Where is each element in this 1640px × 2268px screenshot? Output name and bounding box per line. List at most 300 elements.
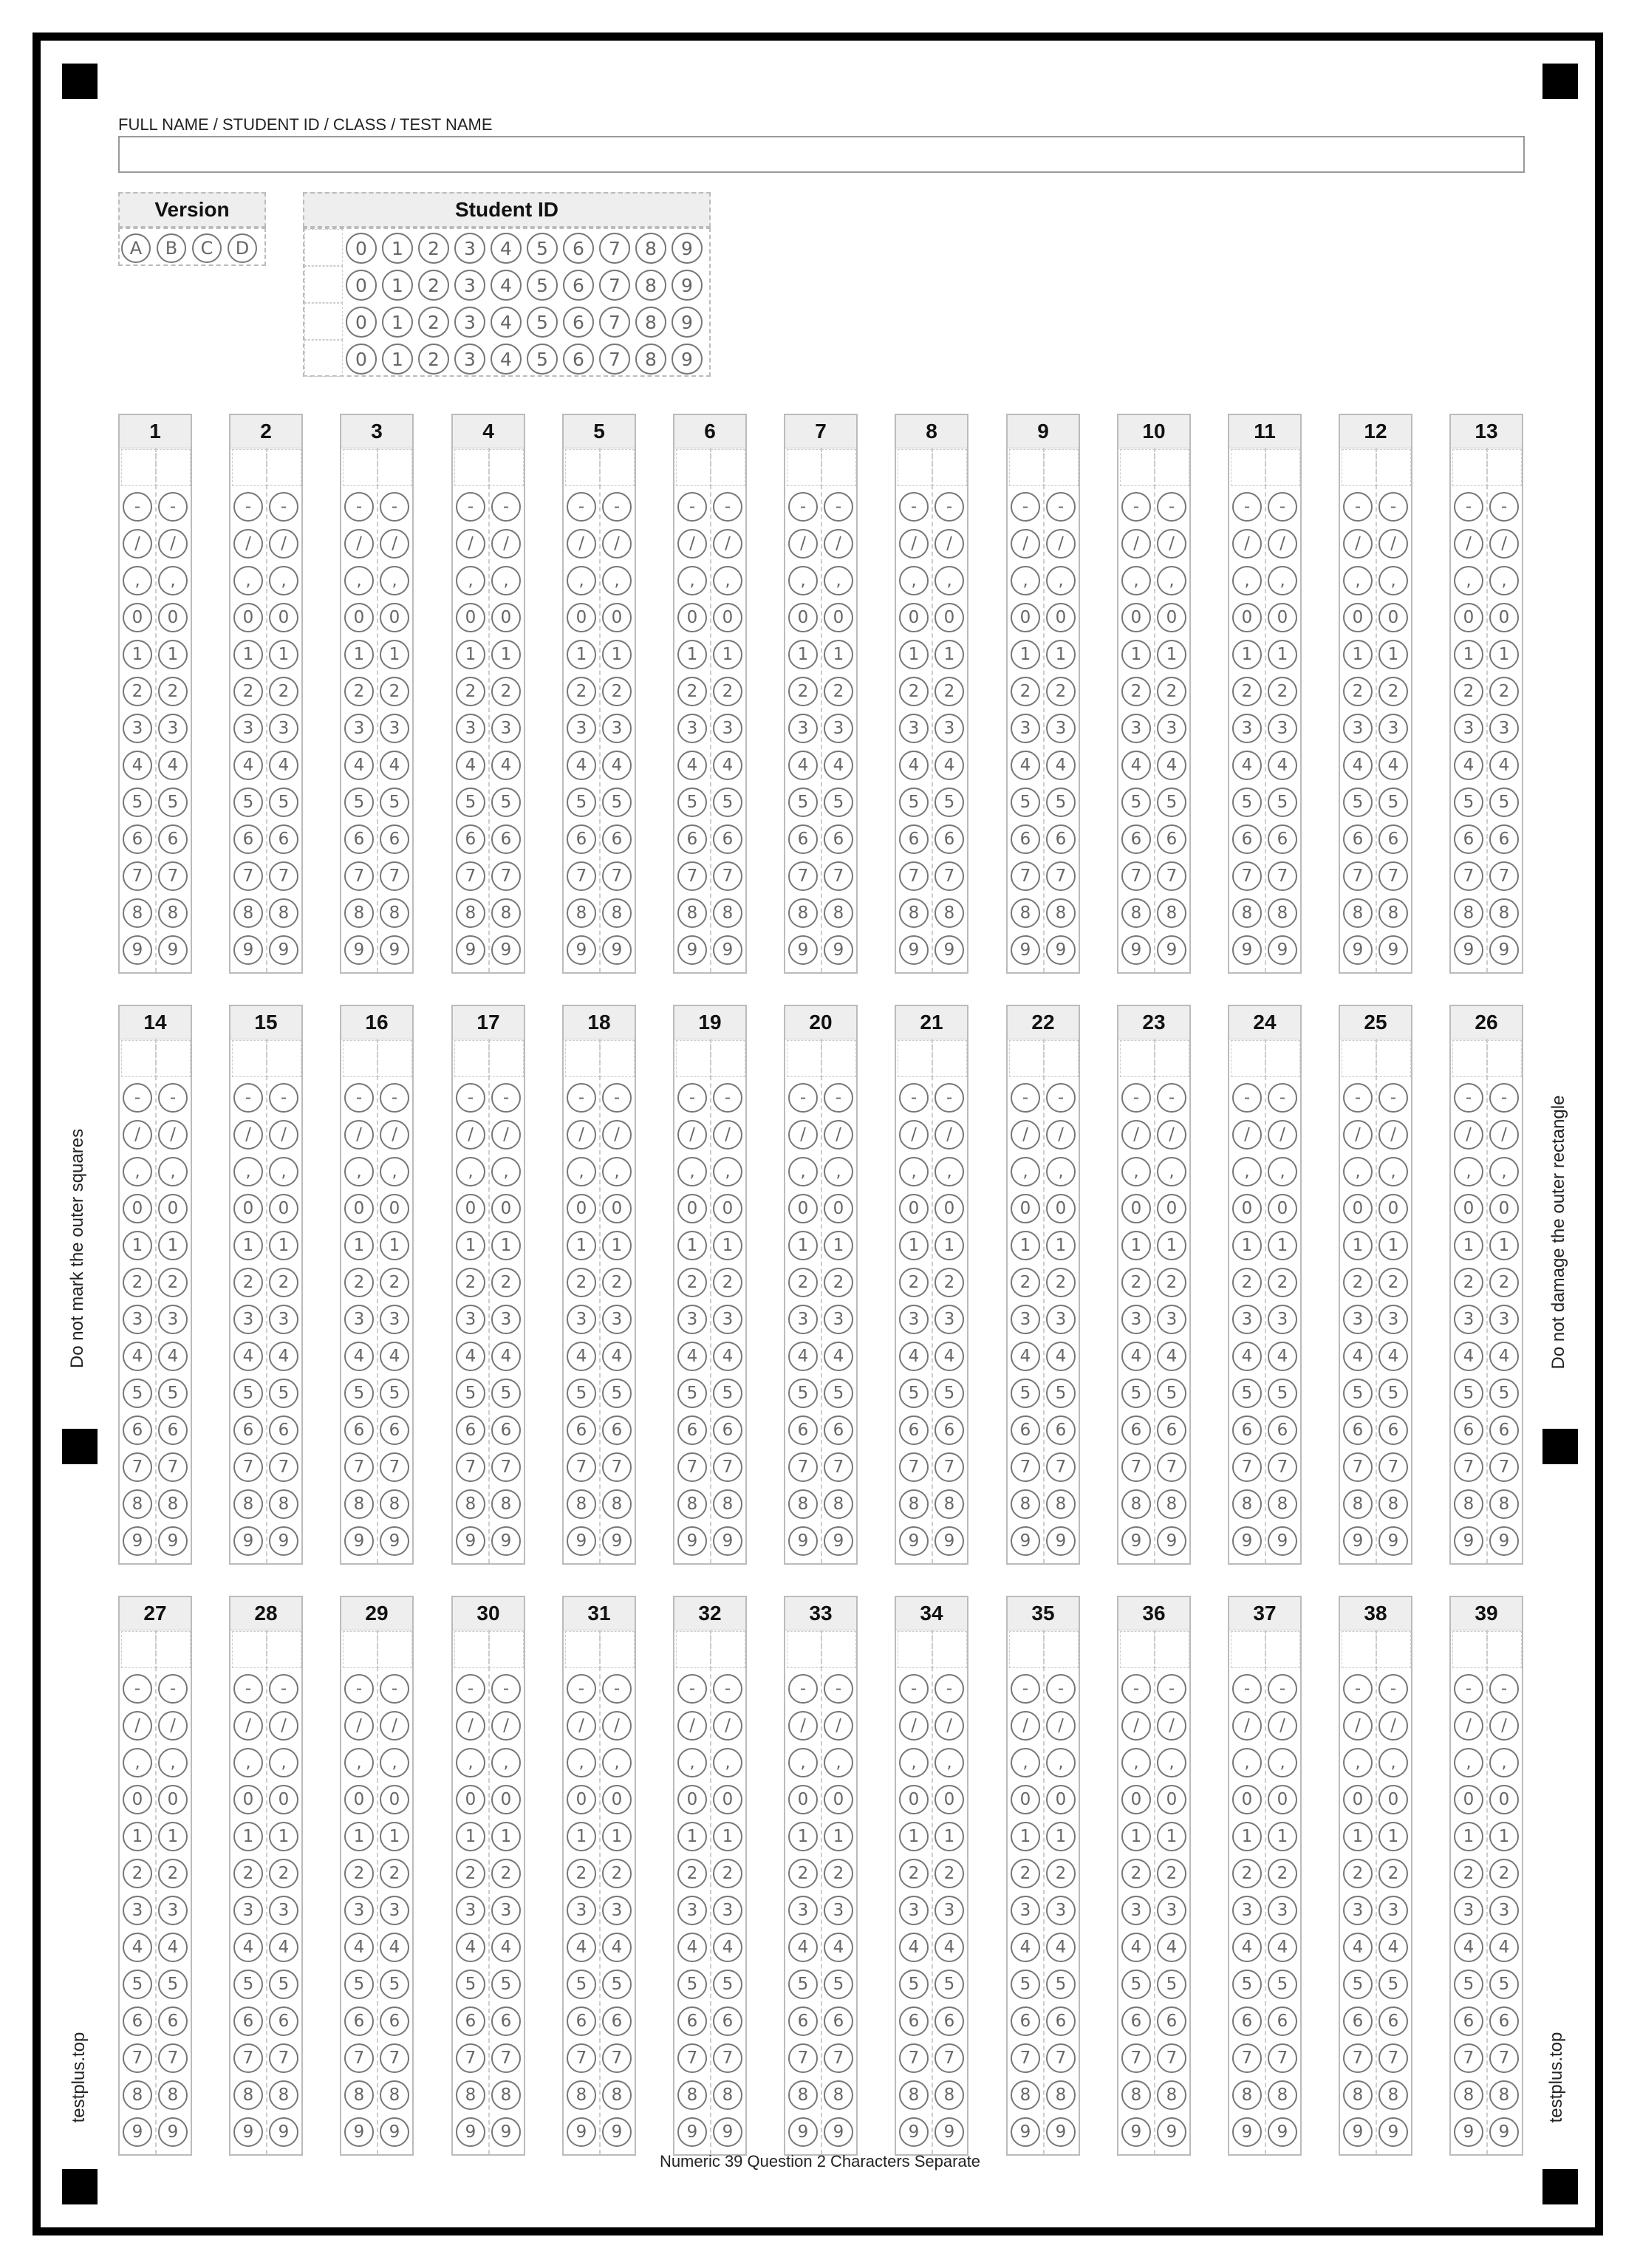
answer-bubble[interactable]: -	[1343, 1083, 1373, 1113]
answer-bubble[interactable]: -	[602, 492, 632, 522]
answer-bubble[interactable]: -	[713, 492, 742, 522]
answer-bubble[interactable]: -	[491, 492, 521, 522]
answer-bubble[interactable]: 0	[233, 1785, 263, 1814]
answer-bubble[interactable]: 1	[380, 1822, 409, 1851]
answer-bubble[interactable]: 3	[233, 1896, 263, 1925]
answer-bubble[interactable]: ,	[567, 566, 596, 595]
answer-bubble[interactable]: 6	[380, 2006, 409, 2036]
student-id-bubble[interactable]: 3	[454, 344, 485, 375]
answer-bubble[interactable]: 9	[123, 1526, 152, 1556]
answer-write-cell[interactable]	[676, 449, 711, 486]
answer-bubble[interactable]: ,	[123, 1748, 152, 1777]
answer-bubble[interactable]: 1	[158, 1231, 188, 1260]
answer-bubble[interactable]: ,	[1268, 566, 1297, 595]
answer-bubble[interactable]: /	[567, 1120, 596, 1150]
answer-bubble[interactable]: 8	[1343, 898, 1373, 928]
answer-bubble[interactable]: 2	[158, 1859, 188, 1888]
answer-bubble[interactable]: 8	[788, 1489, 818, 1519]
answer-bubble[interactable]: 1	[456, 1822, 485, 1851]
answer-bubble[interactable]: 4	[344, 751, 374, 780]
answer-bubble[interactable]: 1	[123, 1231, 152, 1260]
answer-bubble[interactable]: 9	[1011, 1526, 1040, 1556]
answer-bubble[interactable]: 6	[456, 1415, 485, 1445]
answer-bubble[interactable]: /	[233, 529, 263, 559]
answer-bubble[interactable]: /	[677, 1120, 707, 1150]
answer-bubble[interactable]: 2	[1011, 1268, 1040, 1297]
answer-bubble[interactable]: 7	[788, 861, 818, 891]
answer-bubble[interactable]: 5	[269, 1970, 298, 1999]
answer-write-cell[interactable]	[1231, 449, 1265, 486]
answer-bubble[interactable]: 3	[158, 714, 188, 743]
answer-bubble[interactable]: 0	[1343, 603, 1373, 632]
answer-bubble[interactable]: 5	[158, 788, 188, 817]
answer-write-cell[interactable]	[1376, 1631, 1411, 1668]
answer-bubble[interactable]: /	[123, 529, 152, 559]
answer-bubble[interactable]: 3	[1268, 714, 1297, 743]
answer-bubble[interactable]: 1	[824, 640, 853, 669]
answer-bubble[interactable]: 6	[1011, 1415, 1040, 1445]
student-id-bubble[interactable]: 1	[382, 270, 413, 301]
answer-bubble[interactable]: 8	[1268, 1489, 1297, 1519]
answer-bubble[interactable]: 4	[713, 751, 742, 780]
answer-bubble[interactable]: 9	[269, 2117, 298, 2147]
answer-bubble[interactable]: ,	[233, 566, 263, 595]
answer-bubble[interactable]: 0	[1157, 1194, 1186, 1223]
answer-bubble[interactable]: 3	[567, 1896, 596, 1925]
answer-bubble[interactable]: /	[233, 1120, 263, 1150]
answer-bubble[interactable]: 6	[1157, 1415, 1186, 1445]
answer-bubble[interactable]: ,	[713, 566, 742, 595]
answer-write-cell[interactable]	[1265, 449, 1300, 486]
answer-bubble[interactable]: -	[935, 492, 964, 522]
answer-bubble[interactable]: 8	[269, 1489, 298, 1519]
answer-bubble[interactable]: 5	[1343, 1379, 1373, 1408]
answer-bubble[interactable]: 1	[567, 1231, 596, 1260]
student-id-bubble[interactable]: 5	[527, 344, 558, 375]
answer-bubble[interactable]: 9	[158, 935, 188, 965]
answer-bubble[interactable]: 3	[233, 1305, 263, 1334]
answer-bubble[interactable]: 1	[824, 1231, 853, 1260]
answer-bubble[interactable]: 3	[602, 1305, 632, 1334]
answer-bubble[interactable]: 7	[1343, 861, 1373, 891]
answer-bubble[interactable]: 7	[1489, 861, 1519, 891]
answer-bubble[interactable]: 7	[824, 2043, 853, 2073]
answer-bubble[interactable]: 8	[713, 1489, 742, 1519]
student-id-bubble[interactable]: 6	[563, 233, 594, 264]
answer-bubble[interactable]: /	[123, 1711, 152, 1741]
answer-bubble[interactable]: 7	[1454, 1452, 1483, 1482]
answer-bubble[interactable]: 3	[935, 714, 964, 743]
answer-bubble[interactable]: 6	[935, 824, 964, 854]
answer-bubble[interactable]: ,	[491, 1748, 521, 1777]
answer-bubble[interactable]: 2	[677, 677, 707, 706]
answer-bubble[interactable]: /	[935, 1120, 964, 1150]
answer-bubble[interactable]: 3	[269, 1896, 298, 1925]
answer-bubble[interactable]: 4	[788, 1342, 818, 1371]
answer-bubble[interactable]: 7	[233, 1452, 263, 1482]
answer-bubble[interactable]: -	[1121, 1674, 1151, 1704]
answer-bubble[interactable]: 3	[602, 714, 632, 743]
answer-bubble[interactable]: /	[1046, 1711, 1076, 1741]
answer-bubble[interactable]: /	[456, 1711, 485, 1741]
answer-bubble[interactable]: /	[1232, 1120, 1262, 1150]
answer-bubble[interactable]: 1	[1121, 1231, 1151, 1260]
answer-bubble[interactable]: 5	[1121, 1379, 1151, 1408]
answer-write-cell[interactable]	[1376, 1040, 1411, 1077]
answer-bubble[interactable]: 0	[824, 1194, 853, 1223]
answer-bubble[interactable]: -	[123, 1674, 152, 1704]
answer-bubble[interactable]: 4	[344, 1933, 374, 1962]
answer-bubble[interactable]: 7	[456, 861, 485, 891]
answer-bubble[interactable]: ,	[713, 1157, 742, 1186]
answer-bubble[interactable]: /	[713, 1711, 742, 1741]
answer-bubble[interactable]: 3	[1121, 1896, 1151, 1925]
answer-bubble[interactable]: 2	[233, 677, 263, 706]
answer-bubble[interactable]: 3	[567, 714, 596, 743]
answer-bubble[interactable]: 5	[935, 1379, 964, 1408]
answer-bubble[interactable]: 7	[491, 1452, 521, 1482]
answer-bubble[interactable]: 7	[1268, 861, 1297, 891]
answer-bubble[interactable]: 2	[1343, 1268, 1373, 1297]
student-id-bubble[interactable]: 1	[382, 344, 413, 375]
answer-bubble[interactable]: 3	[1046, 1896, 1076, 1925]
answer-bubble[interactable]: /	[380, 1120, 409, 1150]
answer-bubble[interactable]: 3	[1378, 1305, 1408, 1334]
answer-write-cell[interactable]	[1044, 1040, 1079, 1077]
answer-write-cell[interactable]	[489, 1040, 524, 1077]
answer-bubble[interactable]: 8	[1011, 1489, 1040, 1519]
answer-bubble[interactable]: -	[935, 1083, 964, 1113]
answer-bubble[interactable]: 9	[123, 935, 152, 965]
answer-write-cell[interactable]	[898, 449, 932, 486]
student-id-bubble[interactable]: 7	[599, 344, 630, 375]
answer-bubble[interactable]: 6	[713, 2006, 742, 2036]
answer-bubble[interactable]: /	[269, 1120, 298, 1150]
answer-write-cell[interactable]	[1231, 1631, 1265, 1668]
answer-bubble[interactable]: 2	[1489, 1268, 1519, 1297]
answer-bubble[interactable]: 7	[713, 2043, 742, 2073]
answer-bubble[interactable]: 9	[935, 935, 964, 965]
answer-bubble[interactable]: -	[1454, 1083, 1483, 1113]
answer-bubble[interactable]: /	[1046, 529, 1076, 559]
answer-bubble[interactable]: -	[1046, 492, 1076, 522]
answer-write-cell[interactable]	[121, 1631, 156, 1668]
answer-bubble[interactable]: 0	[1343, 1194, 1373, 1223]
answer-bubble[interactable]: -	[677, 1083, 707, 1113]
answer-bubble[interactable]: 0	[1378, 1785, 1408, 1814]
answer-bubble[interactable]: 7	[1454, 2043, 1483, 2073]
answer-bubble[interactable]: 8	[380, 898, 409, 928]
answer-bubble[interactable]: 3	[824, 1305, 853, 1334]
answer-bubble[interactable]: 9	[1378, 2117, 1408, 2147]
answer-bubble[interactable]: 9	[1121, 935, 1151, 965]
answer-bubble[interactable]: 5	[1343, 788, 1373, 817]
answer-bubble[interactable]: 6	[1268, 824, 1297, 854]
answer-bubble[interactable]: 8	[1489, 2080, 1519, 2110]
answer-bubble[interactable]: -	[1232, 492, 1262, 522]
answer-bubble[interactable]: -	[899, 492, 929, 522]
answer-bubble[interactable]: 5	[788, 1970, 818, 1999]
answer-bubble[interactable]: 8	[491, 898, 521, 928]
answer-bubble[interactable]: 6	[713, 824, 742, 854]
answer-bubble[interactable]: 0	[788, 603, 818, 632]
answer-bubble[interactable]: ,	[1232, 566, 1262, 595]
answer-bubble[interactable]: 4	[1157, 751, 1186, 780]
answer-bubble[interactable]: -	[788, 492, 818, 522]
answer-bubble[interactable]: 0	[380, 1194, 409, 1223]
answer-bubble[interactable]: 9	[677, 2117, 707, 2147]
answer-bubble[interactable]: 9	[1232, 2117, 1262, 2147]
student-id-bubble[interactable]: 2	[418, 270, 449, 301]
answer-bubble[interactable]: 3	[1343, 714, 1373, 743]
answer-bubble[interactable]: 4	[380, 751, 409, 780]
answer-bubble[interactable]: 9	[233, 2117, 263, 2147]
answer-bubble[interactable]: 5	[1157, 1379, 1186, 1408]
answer-write-cell[interactable]	[1155, 449, 1189, 486]
answer-bubble[interactable]: 9	[567, 2117, 596, 2147]
answer-bubble[interactable]: 4	[1343, 751, 1373, 780]
answer-bubble[interactable]: 7	[935, 861, 964, 891]
answer-bubble[interactable]: ,	[158, 1748, 188, 1777]
answer-bubble[interactable]: 9	[123, 2117, 152, 2147]
answer-bubble[interactable]: 6	[677, 1415, 707, 1445]
answer-bubble[interactable]: 0	[380, 1785, 409, 1814]
answer-bubble[interactable]: 8	[344, 2080, 374, 2110]
answer-bubble[interactable]: /	[344, 529, 374, 559]
answer-bubble[interactable]: 0	[899, 1194, 929, 1223]
answer-bubble[interactable]: 2	[602, 1268, 632, 1297]
answer-bubble[interactable]: 7	[1343, 1452, 1373, 1482]
answer-bubble[interactable]: 3	[233, 714, 263, 743]
answer-bubble[interactable]: 7	[1232, 1452, 1262, 1482]
answer-bubble[interactable]: 3	[1121, 1305, 1151, 1334]
answer-bubble[interactable]: 0	[1343, 1785, 1373, 1814]
answer-bubble[interactable]: -	[713, 1674, 742, 1704]
answer-bubble[interactable]: 3	[344, 1305, 374, 1334]
answer-bubble[interactable]: 2	[158, 1268, 188, 1297]
answer-bubble[interactable]: 3	[677, 1896, 707, 1925]
answer-write-cell[interactable]	[1265, 1040, 1300, 1077]
answer-bubble[interactable]: 2	[380, 1859, 409, 1888]
answer-bubble[interactable]: 2	[1011, 1859, 1040, 1888]
answer-bubble[interactable]: 0	[935, 603, 964, 632]
answer-bubble[interactable]: 6	[899, 824, 929, 854]
answer-bubble[interactable]: 5	[1454, 1379, 1483, 1408]
answer-bubble[interactable]: 6	[1157, 824, 1186, 854]
answer-bubble[interactable]: 0	[1489, 603, 1519, 632]
answer-bubble[interactable]: 5	[123, 1379, 152, 1408]
answer-bubble[interactable]: 4	[788, 1933, 818, 1962]
answer-bubble[interactable]: /	[788, 1120, 818, 1150]
name-field[interactable]	[118, 136, 1525, 173]
answer-bubble[interactable]: 7	[158, 2043, 188, 2073]
answer-bubble[interactable]: 6	[567, 824, 596, 854]
answer-bubble[interactable]: -	[713, 1083, 742, 1113]
answer-bubble[interactable]: 5	[899, 1970, 929, 1999]
answer-bubble[interactable]: 2	[1232, 1859, 1262, 1888]
answer-bubble[interactable]: 0	[713, 1785, 742, 1814]
answer-bubble[interactable]: /	[1011, 1711, 1040, 1741]
answer-bubble[interactable]: 2	[1378, 677, 1408, 706]
answer-bubble[interactable]: 9	[677, 935, 707, 965]
answer-bubble[interactable]: 0	[1454, 1785, 1483, 1814]
answer-bubble[interactable]: 4	[1011, 751, 1040, 780]
answer-bubble[interactable]: 0	[1121, 1785, 1151, 1814]
answer-bubble[interactable]: 9	[899, 935, 929, 965]
student-id-bubble[interactable]: 7	[599, 307, 630, 338]
answer-write-cell[interactable]	[343, 1631, 377, 1668]
answer-bubble[interactable]: 2	[344, 1859, 374, 1888]
answer-bubble[interactable]: 0	[1378, 603, 1408, 632]
answer-bubble[interactable]: 8	[1489, 1489, 1519, 1519]
answer-bubble[interactable]: 2	[344, 677, 374, 706]
answer-write-cell[interactable]	[821, 1040, 856, 1077]
answer-bubble[interactable]: 7	[935, 2043, 964, 2073]
answer-bubble[interactable]: /	[1343, 1120, 1373, 1150]
answer-bubble[interactable]: /	[899, 1711, 929, 1741]
answer-bubble[interactable]: 4	[1157, 1342, 1186, 1371]
answer-bubble[interactable]: -	[1046, 1083, 1076, 1113]
answer-bubble[interactable]: /	[1343, 529, 1373, 559]
answer-bubble[interactable]: ,	[788, 1748, 818, 1777]
answer-bubble[interactable]: 5	[677, 1379, 707, 1408]
answer-bubble[interactable]: 3	[788, 1896, 818, 1925]
answer-bubble[interactable]: 8	[602, 2080, 632, 2110]
answer-bubble[interactable]: /	[233, 1711, 263, 1741]
answer-bubble[interactable]: 5	[1157, 1970, 1186, 1999]
answer-bubble[interactable]: 0	[269, 1194, 298, 1223]
answer-bubble[interactable]: 4	[269, 1342, 298, 1371]
answer-bubble[interactable]: 5	[1268, 788, 1297, 817]
answer-bubble[interactable]: 0	[491, 603, 521, 632]
answer-bubble[interactable]: 2	[491, 1859, 521, 1888]
answer-bubble[interactable]: 2	[788, 1859, 818, 1888]
answer-bubble[interactable]: 9	[233, 935, 263, 965]
answer-bubble[interactable]: 8	[269, 898, 298, 928]
answer-write-cell[interactable]	[821, 449, 856, 486]
answer-bubble[interactable]: 4	[935, 751, 964, 780]
student-id-bubble[interactable]: 9	[672, 307, 703, 338]
answer-bubble[interactable]: 4	[1378, 751, 1408, 780]
answer-bubble[interactable]: 2	[1121, 1268, 1151, 1297]
answer-bubble[interactable]: 6	[1378, 1415, 1408, 1445]
answer-bubble[interactable]: 3	[713, 1896, 742, 1925]
answer-bubble[interactable]: 4	[380, 1933, 409, 1962]
answer-bubble[interactable]: 7	[269, 2043, 298, 2073]
answer-bubble[interactable]: ,	[899, 566, 929, 595]
answer-bubble[interactable]: 0	[602, 1785, 632, 1814]
answer-bubble[interactable]: ,	[899, 1157, 929, 1186]
answer-bubble[interactable]: 7	[935, 1452, 964, 1482]
answer-bubble[interactable]: 7	[1378, 2043, 1408, 2073]
answer-write-cell[interactable]	[676, 1631, 711, 1668]
answer-bubble[interactable]: 3	[1232, 1896, 1262, 1925]
answer-bubble[interactable]: 5	[456, 1379, 485, 1408]
answer-bubble[interactable]: 1	[1046, 1231, 1076, 1260]
answer-bubble[interactable]: 5	[1343, 1970, 1373, 1999]
answer-bubble[interactable]: 1	[1232, 640, 1262, 669]
answer-bubble[interactable]: 9	[602, 2117, 632, 2147]
answer-bubble[interactable]: 2	[677, 1268, 707, 1297]
answer-bubble[interactable]: 5	[713, 1970, 742, 1999]
answer-bubble[interactable]: ,	[269, 1157, 298, 1186]
answer-bubble[interactable]: 9	[380, 2117, 409, 2147]
answer-write-cell[interactable]	[932, 1040, 967, 1077]
answer-bubble[interactable]: 6	[1046, 1415, 1076, 1445]
answer-bubble[interactable]: 9	[456, 2117, 485, 2147]
answer-bubble[interactable]: 9	[567, 935, 596, 965]
answer-bubble[interactable]: ,	[344, 1748, 374, 1777]
answer-write-cell[interactable]	[787, 1631, 821, 1668]
answer-bubble[interactable]: 9	[788, 2117, 818, 2147]
answer-bubble[interactable]: 5	[567, 788, 596, 817]
answer-write-cell[interactable]	[1120, 1631, 1155, 1668]
answer-bubble[interactable]: 4	[1011, 1933, 1040, 1962]
answer-bubble[interactable]: -	[269, 1674, 298, 1704]
answer-bubble[interactable]: 3	[713, 714, 742, 743]
answer-bubble[interactable]: 9	[1454, 935, 1483, 965]
student-id-bubble[interactable]: 6	[563, 307, 594, 338]
answer-bubble[interactable]: 4	[713, 1342, 742, 1371]
answer-bubble[interactable]: 4	[456, 751, 485, 780]
answer-bubble[interactable]: 3	[380, 714, 409, 743]
answer-bubble[interactable]: 8	[1343, 1489, 1373, 1519]
answer-bubble[interactable]: ,	[1011, 1157, 1040, 1186]
answer-bubble[interactable]: 9	[380, 935, 409, 965]
answer-bubble[interactable]: 5	[269, 788, 298, 817]
answer-bubble[interactable]: 3	[1378, 714, 1408, 743]
answer-bubble[interactable]: 9	[1343, 1526, 1373, 1556]
answer-bubble[interactable]: 5	[567, 1970, 596, 1999]
answer-bubble[interactable]: 7	[123, 1452, 152, 1482]
answer-bubble[interactable]: 5	[380, 1379, 409, 1408]
answer-bubble[interactable]: /	[123, 1120, 152, 1150]
answer-bubble[interactable]: 8	[824, 898, 853, 928]
answer-bubble[interactable]: 3	[1489, 1305, 1519, 1334]
answer-bubble[interactable]: 9	[1232, 1526, 1262, 1556]
answer-bubble[interactable]: -	[491, 1674, 521, 1704]
answer-bubble[interactable]: 5	[788, 788, 818, 817]
answer-bubble[interactable]: 1	[567, 640, 596, 669]
answer-bubble[interactable]: 6	[269, 824, 298, 854]
answer-bubble[interactable]: 0	[123, 603, 152, 632]
answer-bubble[interactable]: 0	[899, 603, 929, 632]
answer-bubble[interactable]: 2	[899, 1268, 929, 1297]
answer-write-cell[interactable]	[267, 449, 301, 486]
answer-bubble[interactable]: 4	[269, 751, 298, 780]
answer-bubble[interactable]: 8	[788, 898, 818, 928]
answer-bubble[interactable]: 3	[824, 714, 853, 743]
answer-bubble[interactable]: ,	[233, 1748, 263, 1777]
answer-bubble[interactable]: 3	[567, 1305, 596, 1334]
answer-bubble[interactable]: 4	[824, 1342, 853, 1371]
answer-bubble[interactable]: 7	[1489, 1452, 1519, 1482]
answer-bubble[interactable]: 5	[1454, 788, 1483, 817]
answer-bubble[interactable]: 7	[788, 1452, 818, 1482]
answer-bubble[interactable]: 2	[233, 1268, 263, 1297]
answer-bubble[interactable]: 3	[1232, 1305, 1262, 1334]
answer-bubble[interactable]: /	[1268, 529, 1297, 559]
answer-bubble[interactable]: 8	[1157, 898, 1186, 928]
student-id-bubble[interactable]: 9	[672, 270, 703, 301]
answer-write-cell[interactable]	[1487, 1040, 1522, 1077]
answer-bubble[interactable]: /	[491, 529, 521, 559]
answer-bubble[interactable]: 5	[935, 788, 964, 817]
answer-bubble[interactable]: 4	[677, 751, 707, 780]
answer-bubble[interactable]: 3	[269, 1305, 298, 1334]
answer-write-cell[interactable]	[932, 449, 967, 486]
answer-bubble[interactable]: 1	[491, 1231, 521, 1260]
